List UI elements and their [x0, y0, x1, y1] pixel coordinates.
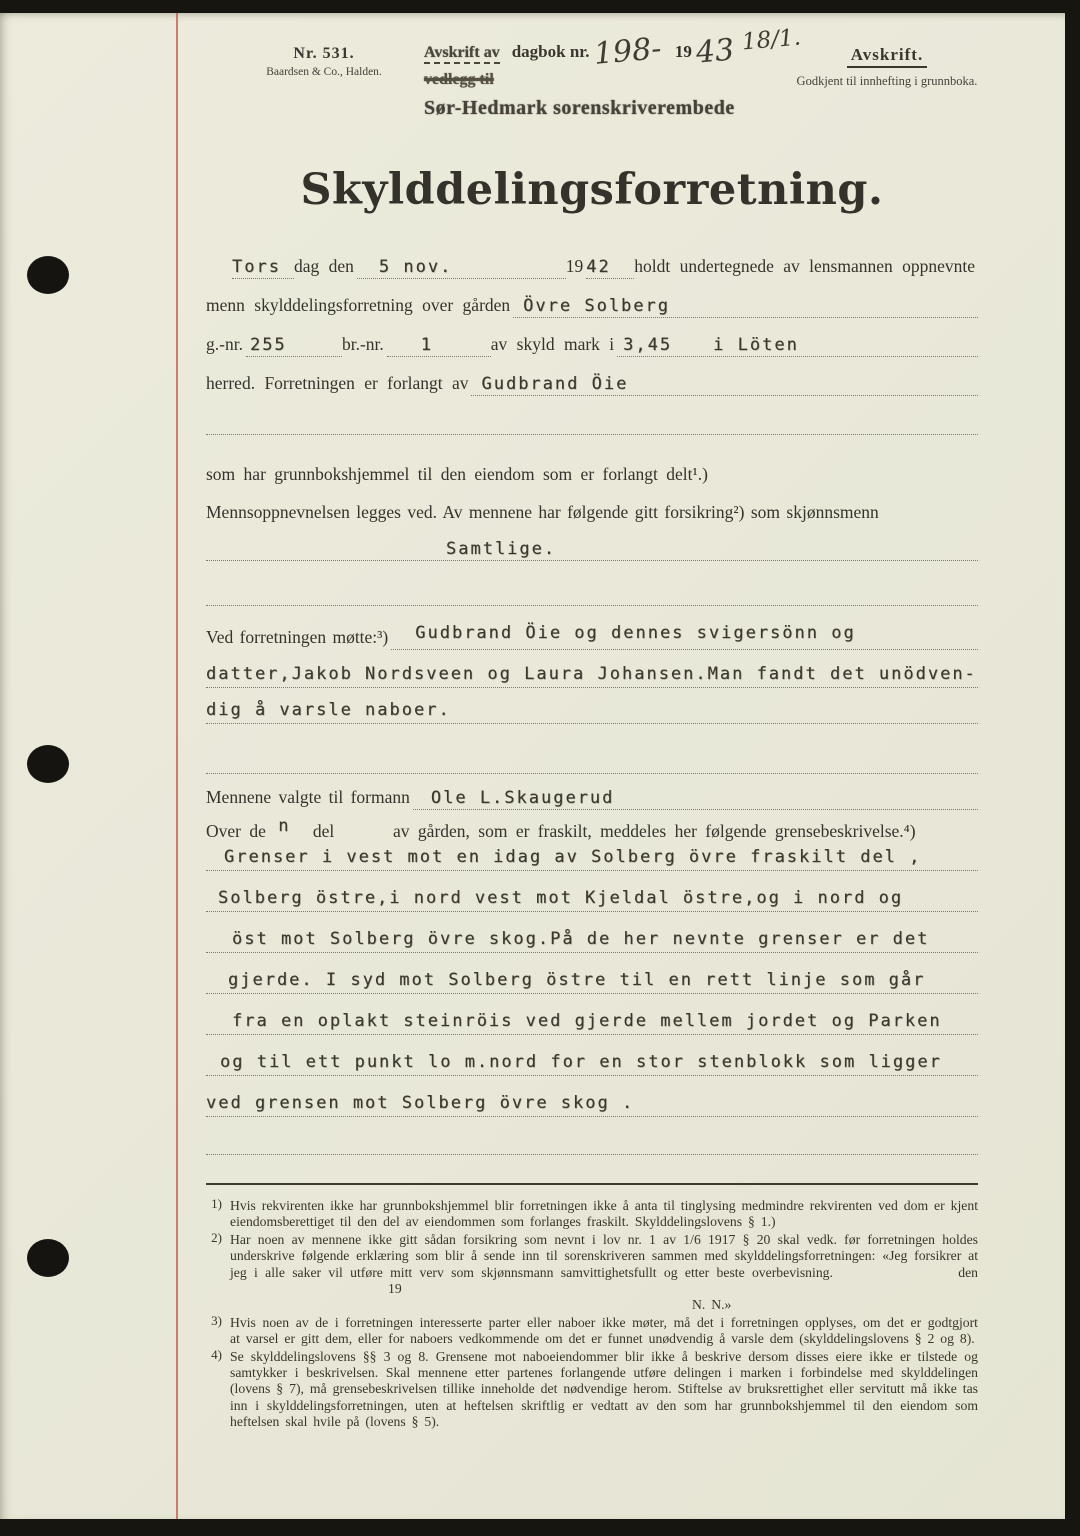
- copy-note: [791, 45, 983, 89]
- office-stamp: Sør-Hedmark sorenskriverembede: [424, 97, 735, 119]
- gnr-fill: [246, 318, 342, 357]
- footnote-2-year: 19: [388, 1281, 402, 1297]
- motte-line-2: [206, 650, 978, 688]
- document-title: Skylddelingsforretning.: [300, 165, 884, 215]
- typed-gnr: 255: [249, 335, 287, 355]
- document-header: [206, 24, 978, 139]
- typed-weekday: Tors: [232, 257, 281, 277]
- journal-stamp: [424, 24, 803, 120]
- printed-over-3: av gården, som er fraskilt, meddeles her følgende grensebeskrivelse.⁴): [393, 821, 916, 841]
- stamp-vedlegg-til-struck: vedlegg til: [424, 71, 494, 88]
- typed-skyld: 3,45: [623, 335, 673, 355]
- typed-motte-2: datter,Jakob Nordsveen og Laura Johansen.Man fandt det unödven-: [206, 664, 977, 684]
- requester-fill: [471, 357, 978, 396]
- gnr-line: [206, 318, 978, 357]
- printed-herred: herred. Forretningen er forlangt av: [206, 373, 469, 393]
- stamp-avskrift-av: Avskrift av: [424, 44, 500, 64]
- footnote-4-marker: 4): [211, 1346, 222, 1362]
- year-fill: [586, 239, 634, 279]
- formann-fill: [413, 774, 978, 810]
- skyld-fill: [617, 318, 978, 357]
- boundary-line-3: öst mot Solberg övre skog.På de her nevnte grenser er det: [206, 912, 978, 953]
- date-fill: [357, 239, 566, 279]
- handwritten-entry-number: 198-: [592, 31, 663, 72]
- footnote-3-marker: 3): [211, 1312, 222, 1328]
- day-line: [206, 239, 978, 279]
- boundary-line-6: og til ett punkt lo m.nord for en stor stenblokk som ligger: [206, 1035, 978, 1076]
- handwritten-date: 18/1.: [741, 24, 803, 56]
- printed-skyld-label: av skyld mark i: [490, 334, 615, 354]
- samtlige-line: [206, 525, 978, 561]
- footnote-2: [206, 1229, 979, 1314]
- journal-stamp-line1: [424, 24, 803, 72]
- formann-line: [206, 774, 978, 810]
- punch-hole-bottom: [27, 1239, 69, 1277]
- weekday-fill: [232, 239, 294, 279]
- printed-year-prefix: 19: [674, 42, 692, 61]
- punch-hole-middle: [27, 745, 69, 783]
- printer-imprint: [244, 45, 404, 78]
- printed-motte: Ved forretningen møtte:³): [206, 627, 389, 647]
- typed-n: n: [278, 816, 291, 836]
- footnote-2-marker: 2): [211, 1229, 222, 1245]
- motte-line: [206, 606, 978, 650]
- empty-line-1: [206, 396, 978, 435]
- indent: [206, 277, 232, 279]
- boundary-line-4: gjerde. I syd mot Solberg östre til en rett linje som går: [206, 953, 978, 994]
- document-page: [0, 13, 1065, 1519]
- printed-over-2: del: [312, 821, 335, 841]
- printed-over-1: Over de: [206, 821, 266, 841]
- page-content: [206, 13, 978, 1431]
- typed-requester: Gudbrand Öie: [481, 374, 629, 394]
- motte-fill: [391, 606, 978, 650]
- printed-day-rest: holdt undertegnede av lensmannen oppnevnte: [634, 256, 975, 276]
- boundary-line-2: Solberg östre,i nord vest mot Kjeldal östre,og i nord og: [206, 871, 978, 912]
- para-hjemmel: som har grunnbokshjemmel til den eiendom som er forlangt delt¹.): [206, 464, 708, 484]
- typed-formann: Ole L.Skaugerud: [430, 788, 615, 808]
- printed-dag-den: dag den: [294, 256, 354, 276]
- printed-gnr-label: g.-nr.: [206, 334, 243, 354]
- over-line: [206, 818, 978, 845]
- boundary-line-1: Grenser i vest mot en idag av Solberg övre fraskilt del ,: [206, 845, 978, 871]
- copy-subtitle: Godkjent til innhefting i grunnboka.: [796, 74, 978, 88]
- footnote-4-text: Se skylddelingslovens §§ 3 og 8. Grensene mot naboeiendommer blir ikke å beskrive dersom disses eiere ikke er tilstede og samtykker i beskrivelsen. Skal mennene etter partenes forlangende utføre delingen i marken i forbindelse med skylddelingen (lovens § 7), må grensebeskrivelsen tillike inneholde det nødvendige herom. Stiftelse av bruksrettighet eller servitutt må ikke tas inn i skylddelingsforretningen, uten at heftelsen skriftlig er vedtatt av den som har grunnbokshjemmel til den eiendom som heftelsen skal hvile på (lovens § 5).: [230, 1348, 978, 1430]
- footnote-3-text: Hvis noen av de i forretningen interesserte parter eller naboer ikke møter, må det i forretningen opplyses, om det er godtgjort at varsel er gitt dem, eller for naboers vedkommende om det er funnet unødvendig å varsle dem (skylddelingslovens § 2 og 8).: [230, 1314, 978, 1347]
- typed-place: i Löten: [713, 335, 799, 355]
- form-number: Nr. 531.: [293, 45, 355, 62]
- typed-motte-3: dig å varsle naboer.: [206, 700, 451, 720]
- bnr-fill: [387, 318, 491, 357]
- footnote-1-text: Hvis rekvirenten ikke har grunnbokshjemmel blir forretningen ikke å anta til tinglysing medmindre rekvirenten ved dom er kjent eiendomsberettiget til den del av eiendommen som forlanges fraskilt. Skylddelingslovens § 1.): [230, 1198, 978, 1230]
- handwritten-year: 43: [694, 32, 736, 71]
- typed-motte-1: Gudbrand Öie og dennes svigersönn og: [415, 623, 856, 643]
- footnote-3: [206, 1312, 978, 1348]
- printed-bnr-label: br.-nr.: [341, 334, 384, 354]
- footnote-4: [206, 1346, 978, 1431]
- printed-century: 19: [565, 256, 584, 276]
- footnote-1-marker: 1): [211, 1196, 222, 1211]
- footnote-2-den: den: [958, 1264, 979, 1280]
- para-menn: Mennsoppnevnelsen legges ved. Av mennene har følgende gitt forsikring²) som skjønnsmenn: [206, 502, 879, 522]
- herred-line: [206, 357, 978, 396]
- footnote-2-text: Har noen av mennene ikke gitt sådan forsikring som nevnt i lov nr. 1 av 1/6 1917 § 20 skal vedk. før forretningen holdes underskrive følgende erklæring som blir å sende inn til sorenskriveren sammen med skylddelingsforretningen: «Jeg forsikrer at jeg i alle saker vil utføre mitt verv som skjønnsmann samvittighetsfullt og etter beste overbevisning. den 19 N. N.»: [230, 1231, 979, 1313]
- printer-name: Baardsen & Co., Halden.: [266, 66, 382, 78]
- typed-year: 42: [586, 257, 611, 277]
- punch-hole-top: [27, 256, 69, 294]
- boundary-line-7: ved grensen mot Solberg övre skog .: [206, 1076, 978, 1117]
- boundary-line-5: fra en oplakt steinröis ved gjerde mellem jordet og Parken: [206, 994, 978, 1035]
- typed-samtlige: Samtlige.: [446, 539, 557, 559]
- typed-farm-name: Övre Solberg: [523, 296, 670, 316]
- copy-title: Avskrift.: [847, 45, 927, 68]
- printed-farm: menn skylddelingsforretning over gården: [206, 295, 511, 315]
- printed-formann: Mennene valgte til formann: [206, 787, 410, 807]
- empty-line-3: [206, 724, 978, 774]
- motte-line-3: [206, 688, 978, 724]
- footnote-2-signature: N. N.»: [692, 1297, 732, 1313]
- empty-line-2: [206, 561, 978, 606]
- farm-line: [206, 279, 978, 318]
- footnotes: [206, 1198, 978, 1431]
- farm-fill: [513, 279, 978, 318]
- empty-line-4: [206, 1117, 978, 1155]
- footnote-1: [206, 1198, 978, 1231]
- stamp-dagbok-nr: dagbok nr.: [511, 42, 590, 61]
- typed-bnr: 1: [420, 335, 434, 355]
- red-margin-line: [176, 13, 178, 1519]
- typed-date: 5 nov.: [378, 257, 453, 277]
- footnote-separator: [206, 1183, 978, 1185]
